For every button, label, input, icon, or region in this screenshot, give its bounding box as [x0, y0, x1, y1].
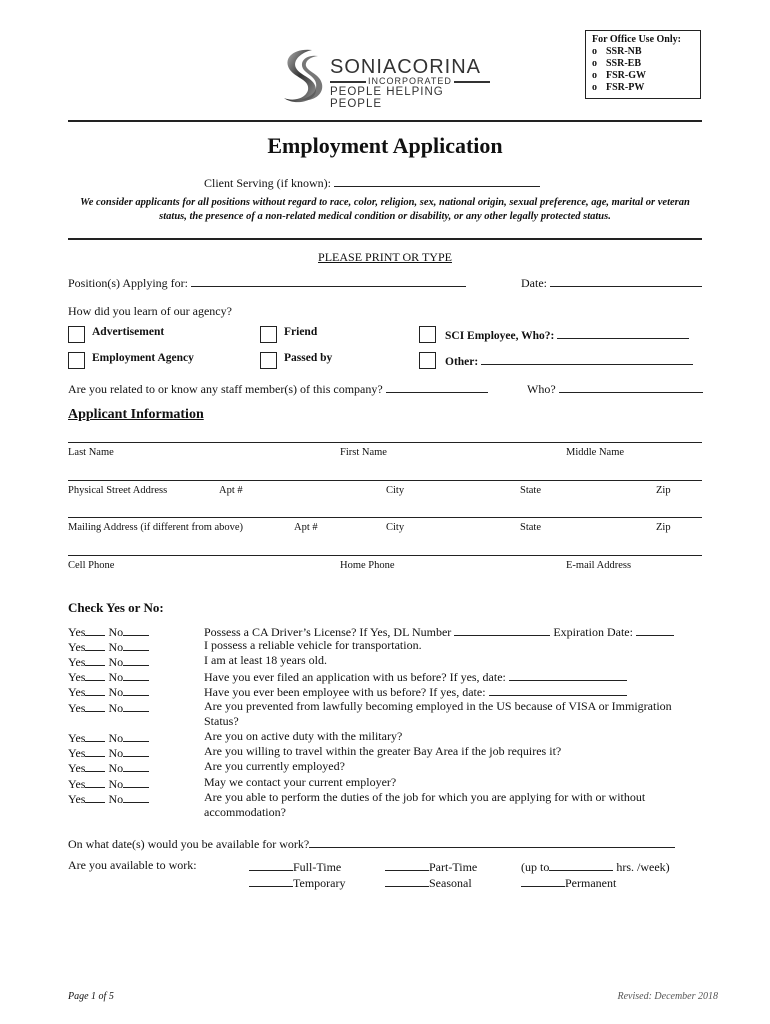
client-serving-field[interactable]: [334, 174, 540, 187]
yes-label: Yes: [68, 777, 86, 791]
advertisement-checkbox[interactable]: [68, 326, 85, 343]
friend-checkbox[interactable]: [260, 326, 277, 343]
no-field[interactable]: [123, 729, 149, 742]
print-notice: PLEASE PRINT OR TYPE: [318, 250, 452, 264]
question-text: Are you prevented from lawfully becoming employed in the US because of VISA or Immigration Status?: [204, 699, 672, 728]
available-date-label: On what date(s) would you be available for work?: [68, 837, 310, 851]
yes-label: Yes: [68, 670, 86, 684]
question-text: May we contact your current employer?: [204, 775, 397, 789]
yes-field[interactable]: [85, 668, 105, 681]
employed-date-field[interactable]: [489, 683, 627, 696]
logo-swirl-icon: [276, 46, 326, 106]
yes-label: Yes: [68, 640, 86, 654]
question-text: I possess a reliable vehicle for transportation.: [204, 638, 422, 652]
question-text: Have you ever filed an application with us before? If yes, date:: [204, 670, 506, 684]
full-time-field[interactable]: [249, 858, 293, 871]
name-line[interactable]: [68, 442, 702, 443]
position-field[interactable]: [191, 274, 466, 287]
sci-employee-label: SCI Employee, Who?:: [445, 330, 555, 342]
passed-by-checkbox[interactable]: [260, 352, 277, 369]
yes-label: Yes: [68, 685, 86, 699]
no-label: No: [108, 655, 124, 669]
cell-phone-label: Cell Phone: [68, 560, 115, 571]
temporary-label: Temporary: [293, 876, 346, 890]
company-logo: [276, 46, 496, 110]
friend-label: Friend: [284, 326, 318, 338]
question-employed-before: [204, 683, 627, 700]
up-to-label: (up to: [521, 860, 550, 874]
sci-employee-checkbox[interactable]: [419, 326, 436, 343]
yes-label: Yes: [68, 746, 86, 760]
position-label: Position(s) Applying for:: [68, 276, 189, 290]
question-text: Are you willing to travel within the greater Bay Area if the job requires it?: [204, 744, 562, 758]
part-time-field[interactable]: [385, 858, 429, 871]
yes-field[interactable]: [85, 623, 105, 636]
check-heading: Check Yes or No:: [68, 600, 164, 615]
no-field[interactable]: [123, 744, 149, 757]
mailing-address-label: Mailing Address (if different from above): [68, 522, 244, 533]
employment-agency-label: Employment Agency: [92, 352, 194, 364]
no-label: No: [108, 625, 124, 639]
email-label: E-mail Address: [566, 560, 632, 571]
revised-date: Revised: December 2018: [617, 991, 718, 1002]
no-field[interactable]: [123, 775, 149, 788]
yes-no-row: [68, 759, 149, 776]
question-text: Have you ever been employee with us before? If yes, date:: [204, 685, 486, 699]
apt-label: Apt #: [219, 485, 243, 496]
question-text: Are you able to perform the duties of the job for which you are applying for with or without accommodation?: [204, 790, 646, 819]
full-time-option: [249, 858, 341, 875]
disclaimer: We consider applicants for all positions without regard to race, color, religion, sex, national origin, sexual preference, age, marital or veteran status, the presence of a non-related medical condition or disability, or any other legally protected status.: [80, 197, 690, 222]
section-rule: [68, 238, 702, 240]
sci-employee-field[interactable]: [557, 326, 689, 339]
mailing-state-label: State: [520, 522, 541, 533]
related-row: [68, 380, 488, 397]
page-title: Employment Application: [267, 133, 503, 158]
question-text: Are you currently employed?: [204, 759, 345, 773]
zip-label: Zip: [656, 485, 671, 496]
city-label: City: [386, 485, 405, 496]
date-label: Date:: [521, 276, 547, 290]
client-serving-row: [204, 174, 540, 191]
seasonal-option: [385, 874, 472, 891]
date-field[interactable]: [550, 274, 702, 287]
part-time-label: Part-Time: [429, 860, 478, 874]
no-field[interactable]: [123, 759, 149, 772]
who-label: Who?: [527, 382, 556, 396]
yes-field[interactable]: [85, 638, 105, 651]
permanent-label: Permanent: [565, 876, 617, 890]
position-row: [68, 274, 466, 291]
expiration-field[interactable]: [636, 623, 674, 636]
question-text: Possess a CA Driver’s License? If Yes, DL Number: [204, 625, 452, 639]
physical-address-label: Physical Street Address: [68, 485, 168, 496]
mailing-zip-label: Zip: [656, 522, 671, 533]
no-field[interactable]: [123, 699, 149, 712]
top-rule: [68, 120, 702, 122]
last-name-label: Last Name: [68, 447, 114, 458]
no-label: No: [108, 746, 124, 760]
yes-label: Yes: [68, 761, 86, 775]
no-label: No: [108, 777, 124, 791]
question-text: I am at least 18 years old.: [204, 653, 327, 667]
yes-label: Yes: [68, 792, 86, 806]
no-field[interactable]: [123, 623, 149, 636]
mailing-apt-label: Apt #: [294, 522, 318, 533]
other-field[interactable]: [481, 352, 693, 365]
logo-sub: INCORPORATED: [368, 76, 452, 86]
temporary-option: [249, 874, 345, 891]
no-label: No: [108, 685, 124, 699]
passed-by-label: Passed by: [284, 352, 333, 364]
yes-no-row: [68, 790, 149, 807]
no-field[interactable]: [123, 683, 149, 696]
filed-date-field[interactable]: [509, 668, 627, 681]
full-time-label: Full-Time: [293, 860, 342, 874]
sci-employee-row: [445, 326, 689, 342]
no-label: No: [108, 761, 124, 775]
yes-field[interactable]: [85, 790, 105, 803]
office-item: FSR-GW: [606, 70, 646, 81]
no-label: No: [108, 670, 124, 684]
yes-label: Yes: [68, 655, 86, 669]
no-label: No: [108, 640, 124, 654]
mailing-city-label: City: [386, 522, 405, 533]
office-item: SSR-EB: [606, 58, 642, 69]
other-label: Other:: [445, 356, 479, 368]
who-row: [527, 380, 703, 397]
related-field[interactable]: [386, 380, 488, 393]
yes-field[interactable]: [85, 683, 105, 696]
temporary-field[interactable]: [249, 874, 293, 887]
hours-field[interactable]: [549, 858, 613, 871]
yes-label: Yes: [68, 701, 86, 715]
client-serving-label: Client Serving (if known):: [204, 176, 331, 190]
date-row: [521, 274, 702, 291]
who-field[interactable]: [559, 380, 703, 393]
available-to-work-label: Are you available to work:: [68, 858, 197, 872]
mailing-address-line[interactable]: [68, 517, 702, 518]
no-field[interactable]: [123, 653, 149, 666]
logo-name: SONIACORINA: [330, 56, 482, 78]
related-label: Are you related to or know any staff member(s) of this company?: [68, 382, 383, 396]
yes-field[interactable]: [85, 744, 105, 757]
middle-name-label: Middle Name: [566, 447, 625, 458]
no-field[interactable]: [123, 638, 149, 651]
office-item: SSR-NB: [606, 46, 642, 57]
no-field[interactable]: [123, 790, 149, 803]
yes-label: Yes: [68, 731, 86, 745]
yes-no-row: [68, 699, 149, 716]
yes-field[interactable]: [85, 699, 105, 712]
yes-label: Yes: [68, 625, 86, 639]
physical-address-line[interactable]: [68, 480, 702, 481]
logo-tagline: PEOPLE HELPING PEOPLE: [330, 86, 444, 110]
dl-number-field[interactable]: [454, 623, 550, 636]
office-use-box: For Office Use Only: o SSR-NB o SSR-EB o FSR-GW o FSR-PW: [585, 30, 701, 99]
part-time-option: [385, 858, 477, 875]
applicant-heading: Applicant Information: [68, 407, 204, 422]
no-field[interactable]: [123, 668, 149, 681]
expiration-label: Expiration Date:: [553, 625, 633, 639]
question-text: Are you on active duty with the military?: [204, 729, 403, 743]
yes-no-row: [68, 683, 149, 700]
hours-option: [521, 858, 670, 875]
advertisement-label: Advertisement: [92, 326, 165, 338]
yes-field[interactable]: [85, 653, 105, 666]
permanent-field[interactable]: [521, 874, 565, 887]
no-label: No: [108, 792, 124, 806]
state-label: State: [520, 485, 541, 496]
no-label: No: [108, 731, 124, 745]
seasonal-label: Seasonal: [429, 876, 472, 890]
employment-agency-checkbox[interactable]: [68, 352, 85, 369]
learn-label: How did you learn of our agency?: [68, 304, 232, 318]
yes-field[interactable]: [85, 759, 105, 772]
no-label: No: [108, 701, 124, 715]
yes-field[interactable]: [85, 775, 105, 788]
page-number: Page 1 of 5: [68, 991, 114, 1002]
first-name-label: First Name: [340, 447, 387, 458]
yes-field[interactable]: [85, 729, 105, 742]
other-checkbox[interactable]: [419, 352, 436, 369]
phone-line[interactable]: [68, 555, 702, 556]
available-date-field[interactable]: [309, 835, 675, 848]
home-phone-label: Home Phone: [340, 560, 395, 571]
hrs-week-label: hrs. /week): [616, 860, 670, 874]
office-use-title: For Office Use Only:: [592, 34, 681, 45]
seasonal-field[interactable]: [385, 874, 429, 887]
permanent-option: [521, 874, 616, 891]
office-item: FSR-PW: [606, 82, 645, 93]
other-row: [445, 352, 693, 368]
available-date-row: [68, 835, 675, 852]
